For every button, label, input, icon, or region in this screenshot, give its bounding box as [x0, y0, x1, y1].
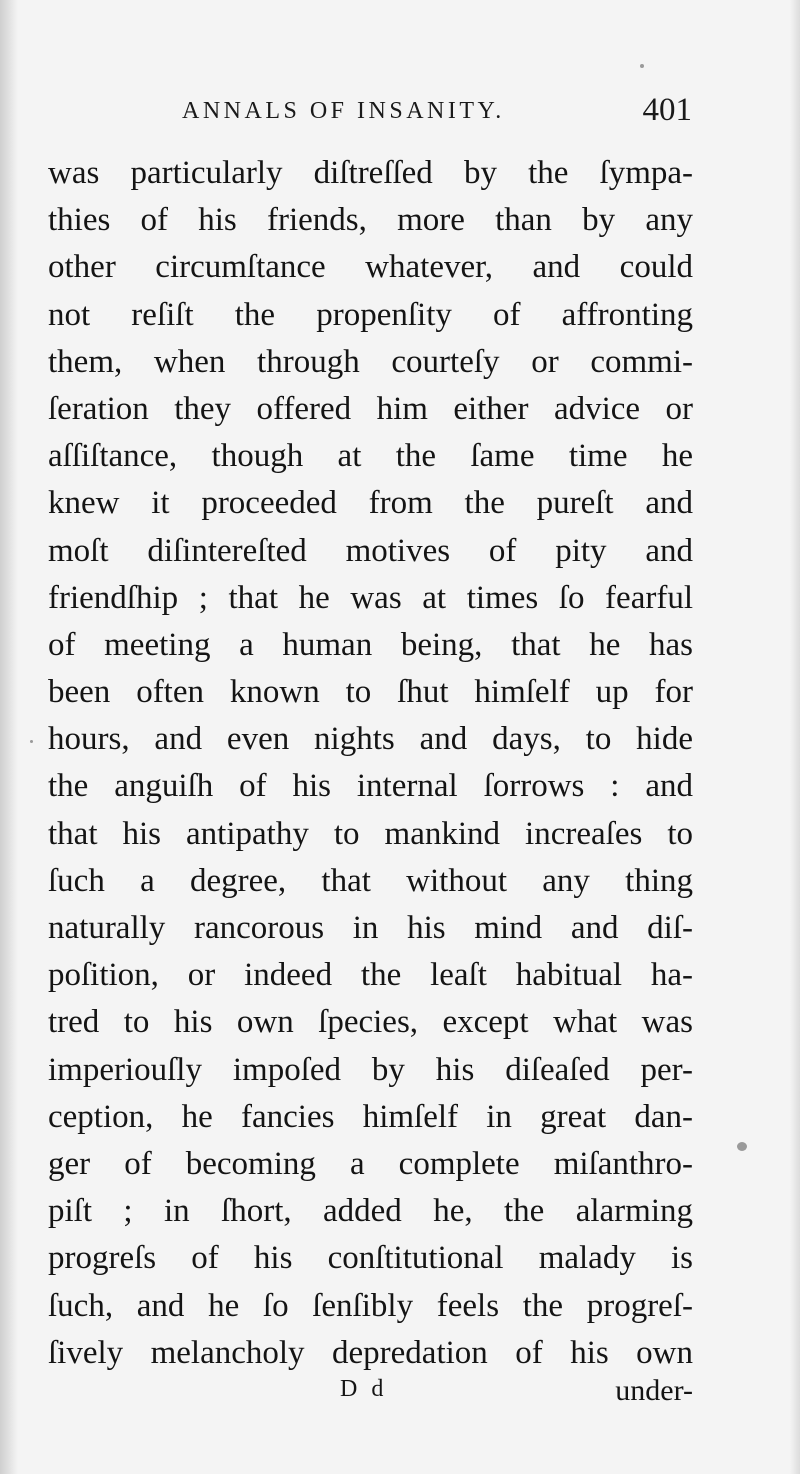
text-line: not reſiſt the propenſity of affronting — [48, 296, 693, 333]
text-line: poſition, or indeed the leaſt habitual ha- — [48, 957, 693, 994]
text-line: been often known to ſhut himſelf up for — [48, 674, 693, 711]
gutter-shadow — [0, 0, 18, 1474]
text-line: tred to his own ſpecies, except what was — [48, 1004, 693, 1041]
text-line: knew it proceeded from the pureſt and — [48, 485, 693, 522]
text-line: progreſs of his conſtitutional malady is — [48, 1240, 693, 1277]
text-line: other circumſtance whatever, and could — [48, 249, 693, 286]
text-line: hours, and even nights and days, to hide — [48, 721, 693, 758]
text-line: naturally rancorous in his mind and diſ- — [48, 910, 693, 946]
text-line: ſeration they offered him either advice or — [48, 390, 693, 427]
page-number: 401 — [642, 92, 692, 128]
text-line: ſively melancholy depredation of his own — [48, 1334, 693, 1371]
text-line: them, when through courteſy or commi- — [48, 343, 693, 380]
text-line: of meeting a human being, that he has — [48, 626, 693, 663]
text-line: thies of his friends, more than by any — [48, 202, 693, 239]
text-line: ſuch, and he ſo ſenſibly feels the progreſ- — [48, 1287, 693, 1324]
text-line: aſſiſtance, though at the ſame time he — [48, 438, 693, 475]
text-line: ger of becoming a complete miſanthro- — [48, 1145, 693, 1182]
page-footer — [48, 1374, 693, 1414]
text-line: imperiouſly impoſed by his diſeaſed per- — [48, 1051, 693, 1088]
text-line: ception, he fancies himſelf in great dan- — [48, 1098, 693, 1135]
text-line: piſt ; in ſhort, added he, the alarming — [48, 1193, 693, 1230]
text-line: moſt diſintereſted motives of pity and — [48, 532, 693, 569]
text-line: ſuch a degree, that without any thing — [48, 862, 693, 899]
text-line: was particularly diſtreſſed by the ſympa- — [48, 155, 693, 191]
running-head-title: ANNALS OF INSANITY. — [182, 98, 505, 124]
running-head — [182, 92, 692, 132]
page-edge — [790, 0, 800, 1474]
ink-speck — [737, 1142, 747, 1151]
text-line: that his antipathy to mankind increaſes to — [48, 815, 693, 852]
ink-speck — [640, 64, 644, 68]
text-line: friendſhip ; that he was at times ſo fearful — [48, 579, 693, 616]
signature-mark: D d — [340, 1376, 388, 1402]
ink-speck — [30, 740, 33, 743]
text-line: the anguiſh of his internal ſorrows : and — [48, 768, 693, 805]
catchword: under- — [615, 1374, 693, 1407]
body-text — [48, 150, 693, 1377]
